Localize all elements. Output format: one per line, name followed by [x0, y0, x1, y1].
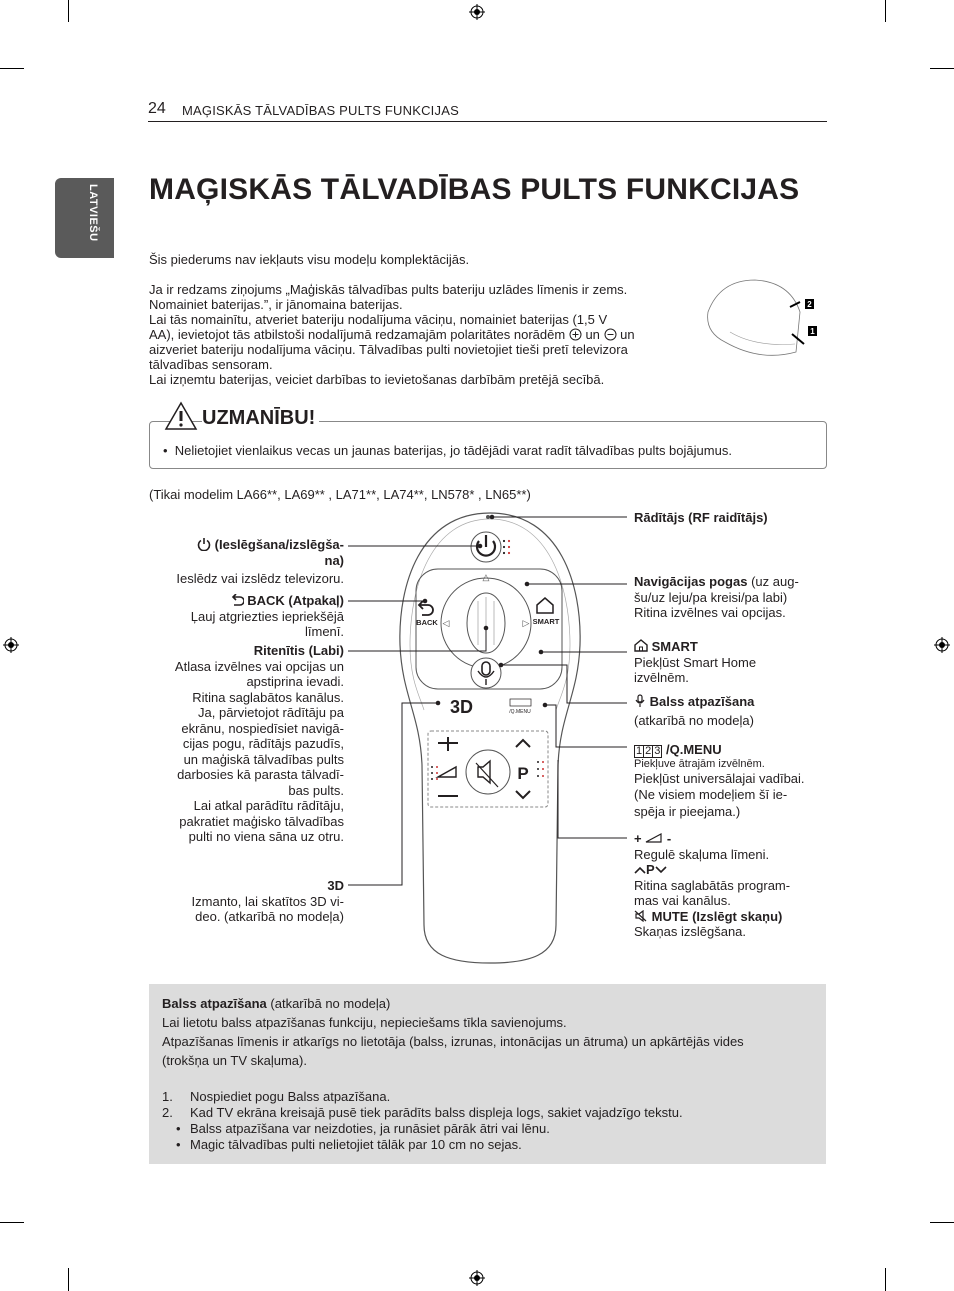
svg-text:◁: ◁	[442, 618, 450, 628]
volume-icon	[645, 833, 663, 843]
battery-paragraph: Ja ir redzams ziņojums „Maģiskās tālvadības pults bateriju uzlādes līmenis ir zems. Nomainiet baterijas.”, ir jānomaina baterijas. Lai tās nomainītu, atveriet bateriju nodalījuma vāciņu, nomainiet baterijas (1,5 V AA), ievietojot tās atbilstoši nodalījumā redzamajām polaritātes norādēm un un aizveriet bateriju nodalījuma vāciņu. Tālvadības pulti novietojiet tieši pretī televizora tālvadības sensoram. Lai izņemtu baterijas, veiciet darbības to ievietošanas darbībām pretējā secībā.	[149, 282, 635, 387]
caution-bullet: • Nelietojiet vienlaikus vecas un jaunas baterijas, jo tādējādi varat radīt tālvadības pults bojājumus.	[163, 443, 732, 458]
caution-title: UZMANĪBU!	[202, 407, 319, 430]
nav-label: Navigācijas pogas (uz aug- šu/uz leju/pa kreisi/pa labi) Ritina izvēlnes vai opcijas.	[634, 574, 799, 620]
mute-icon	[634, 910, 648, 922]
power-icon	[197, 537, 211, 551]
power-label: (Ieslēgšana/izslēgša- na)	[140, 537, 344, 568]
power-desc: Ieslēdz vai izslēdz televizoru.	[176, 571, 344, 586]
bullet-item: • Magic tālvadības pulti nelietojiet tālāk par 10 cm no sejas.	[176, 1137, 522, 1152]
remote-qmenu-label: /Q.MENU	[509, 709, 531, 715]
page-number: 24	[148, 100, 166, 117]
remote-p-key: P	[517, 764, 529, 783]
models-note: (Tikai modelim LA66**, LA69** , LA71**, LA74**, LN578* , LN65**)	[149, 487, 531, 502]
voice-box-content: Balss atpazīšana (atkarībā no modeļa) Lai lietotu balss atpazīšanas funkciju, nepieciešams tīkla savienojums. Atpazīšanas līmenis ir atkarīgs no lietotāja (balss, izrunas, intonācijas un ātruma) un apkārtējās vides (trokšņa un TV skaļuma). 1. Nospiediet pogu Balss atpazīšana. 2. Kad TV ekrāna kreisajā pusē tiek parādīts balss displeja logs, sakiet vajadzīgo tekstu. • Balss atpazīšana var neizdoties, ja runāsiet pārāk ātri vai lēnu. • Magic tālvadības pulti nelietojiet tālāk par 10 cm no sejas.	[162, 994, 812, 1153]
qmenu-label: 1 2 3 /Q.MENU Piekļuve ātrajām izvēlnēm. Piekļūst universālajai vadībai. (Ne visiem modeļiem šī ie- spēja ir pieejama.)	[634, 742, 805, 819]
svg-text:△: △	[482, 572, 490, 582]
chevron-down-icon	[655, 866, 667, 874]
bullet-item: • Balss atpazīšana var neizdoties, ja runāsiet pārāk ātri vai lēnu.	[176, 1121, 550, 1136]
running-title: MAĢISKĀS TĀLVADĪBAS PULTS FUNKCIJAS	[182, 103, 459, 118]
intro-paragraph: Šis piederums nav iekļauts visu modeļu komplektācijās.	[149, 252, 470, 267]
home-icon	[634, 639, 648, 652]
microphone-icon	[634, 694, 646, 708]
page-title: MAĢISKĀS TĀLVADĪBAS PULTS FUNKCIJAS	[149, 173, 800, 206]
chevron-up-icon	[634, 866, 646, 874]
pointer-label: Rādītājs (RF raidītājs)	[634, 510, 768, 525]
step-1-badge: 1	[810, 327, 815, 336]
remote-smart-label: SMART	[532, 617, 560, 626]
three-d-label: 3D Izmanto, lai skatītos 3D vi- deo. (atkarībā no modeļa)	[191, 878, 344, 924]
back-icon	[230, 594, 244, 606]
wheel-label: Ritenītis (Labi) Atlasa izvēlnes vai opcijas un apstiprina ievadi. Ritina saglabātos kanālus. Ja, pārvietojot rādītāju pa ekrānu, nospiedīsiet navigā- cijas pogu, rādītājs pazudīs, un maģiskā tālvadības pults darbosies kā parasta tālvadī- bas pults. Lai atkal parādītu rādītāju, pakratiet maģisko tālvadības pulti no viena sāna uz otru.	[174, 643, 344, 844]
step-item: 2. Kad TV ekrāna kreisajā pusē tiek parādīts balss displeja logs, sakiet vajadzīgo tekstu.	[162, 1105, 683, 1120]
svg-text:▷: ▷	[522, 618, 530, 628]
language-tab-label: LATVIEŠU	[87, 184, 99, 242]
smart-label: SMART Piekļūst Smart Home izvēlnēm.	[634, 639, 757, 685]
step-2-badge: 2	[807, 300, 812, 309]
remote-back-label: BACK	[416, 618, 438, 627]
volume-label: + - Regulē skaļuma līmeni. P Ritina saglabātās program- mas vai kanālus. MUTE (Izslēgt skaņu) Skaņas izslēgšana.	[634, 831, 791, 939]
voice-label: Balss atpazīšana (atkarībā no modeļa)	[634, 694, 755, 728]
step-item: 1. Nospiediet pogu Balss atpazīšana.	[162, 1089, 391, 1104]
back-label: BACK (Atpakaļ) Ļauj atgriezties iepriekšējā līmenī.	[190, 593, 344, 639]
remote-3d-label: 3D	[450, 697, 474, 717]
